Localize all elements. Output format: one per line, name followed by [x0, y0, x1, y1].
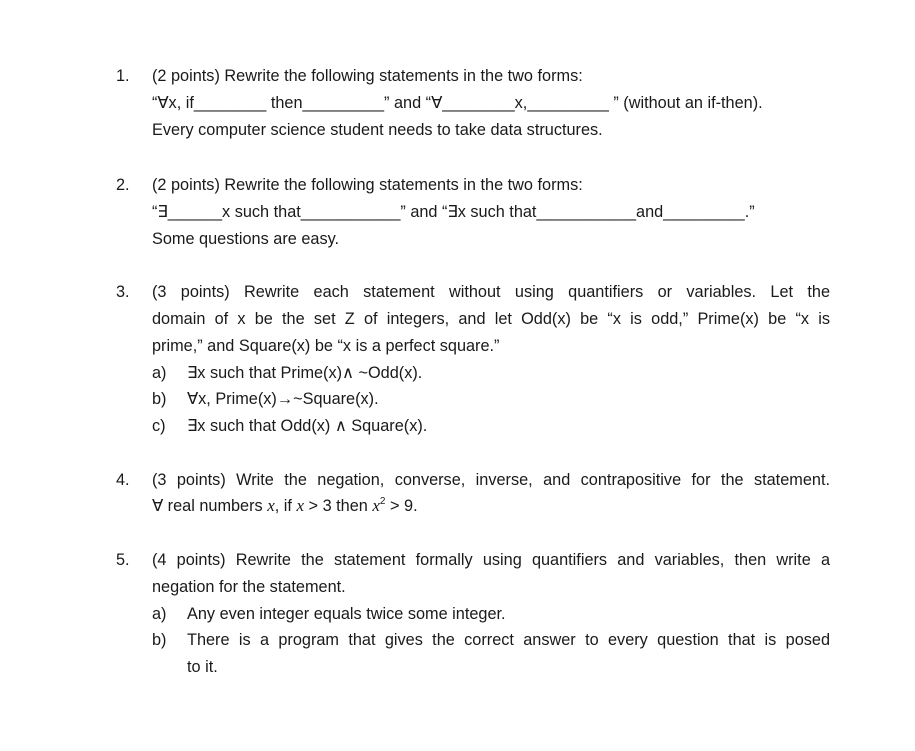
- question-number: 2.: [116, 176, 130, 194]
- math-exponent: 2: [379, 496, 386, 507]
- item-statement-continued: to it.: [187, 658, 218, 676]
- item-statement: ∃x such that Prime(x)∧ ~Odd(x).: [187, 364, 423, 382]
- question-form-template: “∃______x such that___________” and “∃x such that___________and_________.”: [152, 203, 755, 221]
- item-statement: ∀x, Prime(x)→~Square(x).: [187, 390, 379, 408]
- question-prompt: domain of x be the set Z of integers, and let Odd(x) be “x is odd,” Prime(x) be “x is: [152, 310, 830, 328]
- item-statement: Any even integer equals twice some integer.: [187, 605, 506, 623]
- math-variable: x: [296, 496, 305, 515]
- math-statement: [152, 496, 418, 516]
- math-text: ∀ real numbers: [152, 497, 268, 515]
- question-number: 5.: [116, 551, 130, 569]
- question-prompt: negation for the statement.: [152, 578, 346, 596]
- math-variable: x: [372, 496, 380, 515]
- question-number: 1.: [116, 67, 130, 85]
- question-number: 3.: [116, 283, 130, 301]
- math-variable: x: [267, 496, 275, 515]
- question-prompt: prime,” and Square(x) be “x is a perfect square.”: [152, 337, 500, 355]
- question-prompt: (2 points) Rewrite the following statements in the two forms:: [152, 67, 583, 85]
- item-label: b): [152, 390, 167, 408]
- math-text: > 9.: [385, 497, 418, 515]
- item-label: c): [152, 417, 166, 435]
- item-label: a): [152, 605, 167, 623]
- question-statement: Every computer science student needs to take data structures.: [152, 121, 603, 139]
- item-label: b): [152, 631, 167, 649]
- item-statement: There is a program that gives the correct answer to every question that is posed: [187, 631, 830, 649]
- item-statement: ∃x such that Odd(x) ∧ Square(x).: [187, 417, 428, 435]
- question-prompt: (3 points) Write the negation, converse, inverse, and contrapositive for the statement.: [152, 471, 830, 489]
- question-statement: Some questions are easy.: [152, 230, 340, 248]
- math-text: , if: [274, 497, 297, 515]
- question-prompt: (4 points) Rewrite the statement formally using quantifiers and variables, then write a: [152, 551, 830, 569]
- question-number: 4.: [116, 471, 130, 489]
- question-prompt: (3 points) Rewrite each statement without using quantifiers or variables. Let the: [152, 283, 830, 301]
- item-label: a): [152, 364, 167, 382]
- question-prompt: (2 points) Rewrite the following statements in the two forms:: [152, 176, 583, 194]
- question-form-template: “∀x, if________ then_________” and “∀________x,_________ ” (without an if-then).: [152, 94, 763, 112]
- math-text: > 3 then: [304, 497, 373, 515]
